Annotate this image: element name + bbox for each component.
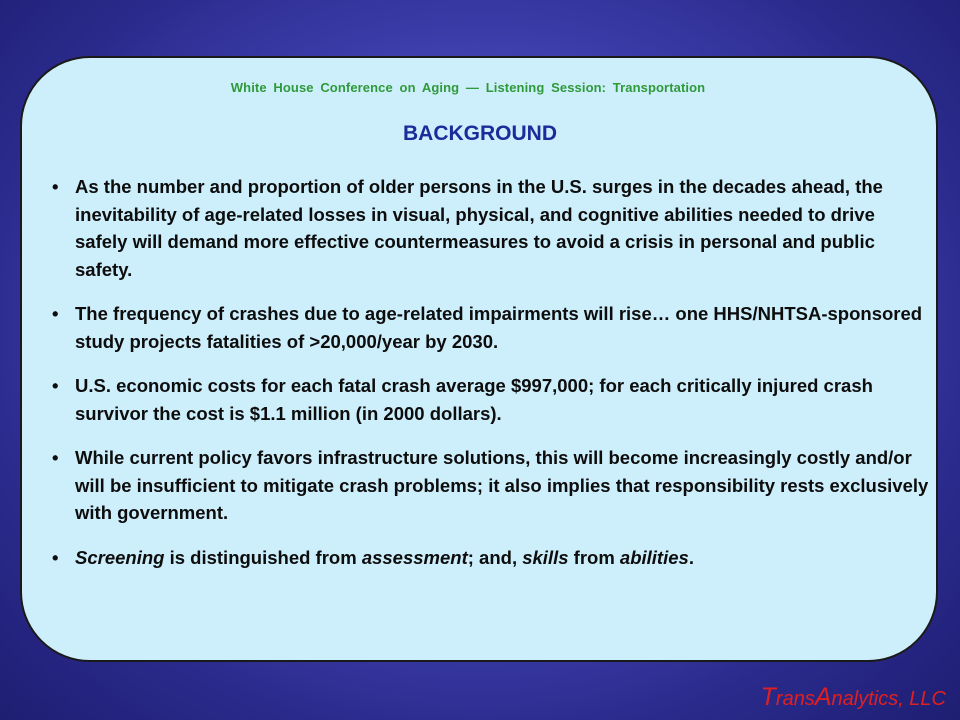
bullet-text-segment: is distinguished from [164, 546, 362, 568]
bullet-text: U.S. economic costs for each fatal crash average $997,000; for each critically injured crash survivor the cost is $1.1 million (in 2000 dollars). [75, 375, 873, 424]
bullet-item [52, 173, 932, 283]
bullet-item [52, 444, 932, 527]
bullet-text: As the number and proportion of older persons in the U.S. surges in the decades ahead, the inevitability of age-related losses in visual, physical, and cognitive abilities needed to drive safely will demand more effective countermeasures to avoid a crisis in personal and public safety. [75, 176, 883, 280]
logo-segment: nalytics, LLC [831, 688, 946, 710]
emphasis-screening: Screening [75, 546, 165, 568]
bullet-dot: • [52, 375, 59, 396]
bullet-dot: • [52, 303, 59, 324]
conference-title: White House Conference on Aging — Listening Session: Transportation [230, 80, 706, 95]
logo-letter: T [760, 683, 776, 711]
bullet-list [52, 173, 932, 588]
emphasis-abilities: abilities [619, 546, 689, 568]
bullet-item [52, 544, 932, 572]
bullet-text: While current policy favors infrastructure solutions, this will become increasingly costly and/or will be insufficient to mitigate crash problems; it also implies that responsibility rests exclusively with government. [75, 447, 929, 523]
bullet-dot: • [52, 546, 59, 568]
slide-heading: BACKGROUND [403, 122, 557, 145]
bullet-dot: • [52, 176, 59, 197]
bullet-item [52, 300, 932, 355]
emphasis-skills: skills [522, 546, 569, 568]
bullet-text-segment: ; and, [467, 546, 523, 568]
bullet-text-segment: from [568, 546, 620, 568]
bullet-text: The frequency of crashes due to age-related impairments will rise… one HHS/NHTSA-sponsored study projects fatalities of >20,000/year by 2030. [75, 303, 923, 352]
emphasis-assessment: assessment [361, 546, 468, 568]
bullet-text [75, 547, 694, 568]
bullet-text-segment: . [688, 546, 694, 568]
company-logo-text [761, 683, 946, 712]
logo-letter: A [814, 683, 832, 711]
bullet-dot: • [52, 447, 59, 468]
logo-segment: rans [775, 688, 815, 710]
bullet-item [52, 372, 932, 427]
